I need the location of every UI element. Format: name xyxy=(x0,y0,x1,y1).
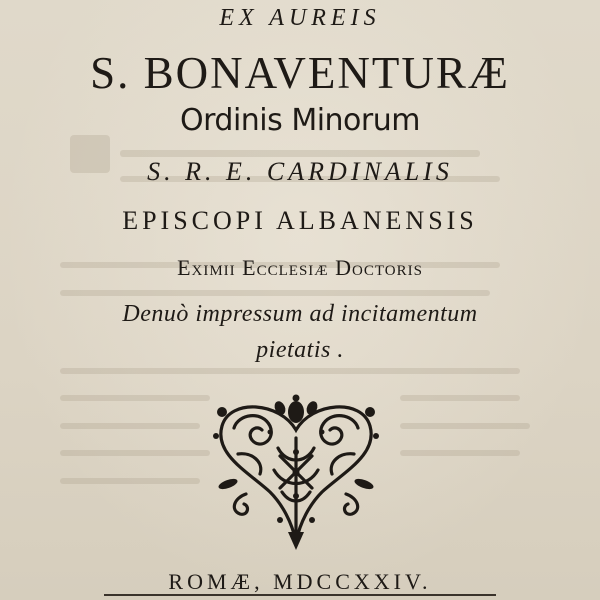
doctor-line: Eximii Ecclesiæ Doctoris xyxy=(177,255,423,280)
reprint-line: Denuò impressum ad incitamentum xyxy=(122,301,478,327)
author-name: S. BONAVENTURÆ xyxy=(90,48,510,98)
bishop-line: EPISCOPI ALBANENSIS xyxy=(122,206,478,235)
cardinal-line: S. R. E. CARDINALIS xyxy=(147,157,453,186)
imprint-line: ROMÆ, MDCCXXIV. xyxy=(168,569,432,594)
pietatis-line: pietatis . xyxy=(256,337,344,363)
order-line: Ordinis Minorum xyxy=(180,103,420,138)
bottom-rule xyxy=(104,594,496,596)
heading-ex-aureis: EX AUREIS xyxy=(219,5,381,31)
floral-ornament-icon xyxy=(208,392,384,552)
